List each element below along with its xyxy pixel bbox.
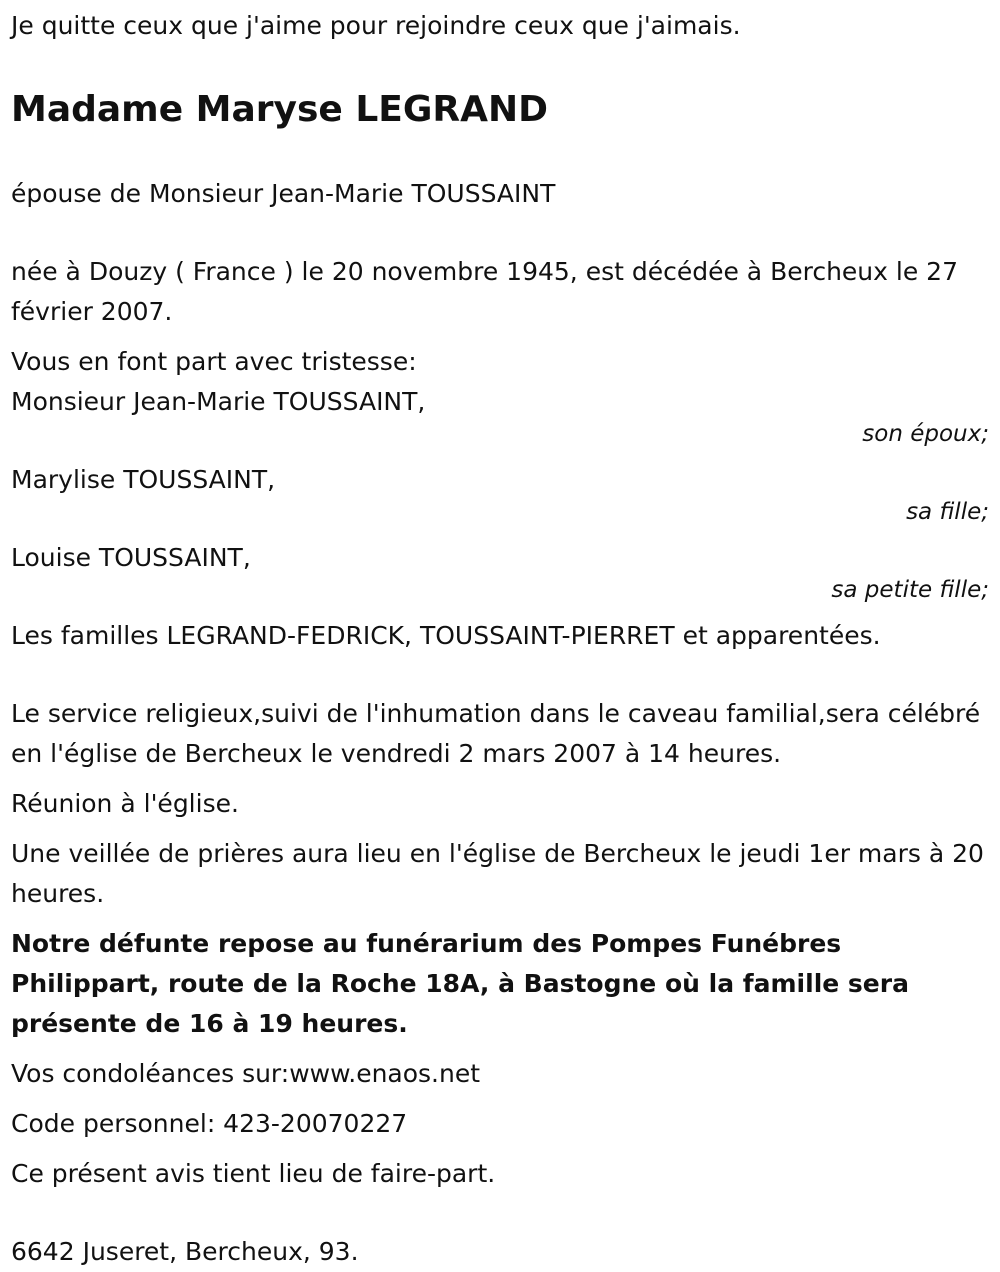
service-text: Le service religieux,suivi de l'inhumation dans le caveau familial,sera célébré en l'église de Bercheux le vendredi 2 mars 2007 à 14 heures. xyxy=(11,699,981,768)
meeting-text: Réunion à l'église. xyxy=(11,789,239,818)
repose-text: Notre défunte repose au funérarium des Pompes Funébres Philippart, route de la Roche 18A, à Bastogne où la famille sera présente de 16 à 19 heures. xyxy=(11,929,909,1038)
deceased-name: Madame Maryse LEGRAND xyxy=(11,89,549,130)
announcement-intro: Vous en font part avec tristesse: xyxy=(11,347,417,376)
mourner-name: Louise TOUSSAINT, xyxy=(11,543,251,572)
mourner-name: Monsieur Jean-Marie TOUSSAINT, xyxy=(11,387,426,416)
obituary-notice xyxy=(11,6,989,1272)
mourners-list xyxy=(11,382,989,602)
notice-text: Ce présent avis tient lieu de faire-part. xyxy=(11,1159,496,1188)
quote-text: Je quitte ceux que j'aime pour rejoindre ceux que j'aimais. xyxy=(11,11,741,40)
birth-death-line: née à Douzy ( France ) le 20 novembre 1945, est décédée à Bercheux le 27 février 2007. xyxy=(11,257,958,326)
families-line: Les familles LEGRAND-FEDRICK, TOUSSAINT-PIERRET et apparentées. xyxy=(11,621,881,650)
address-text: 6642 Juseret, Bercheux, 93. xyxy=(11,1237,359,1266)
mourner-relation: sa fille; xyxy=(906,499,989,525)
condolences-text: Vos condoléances sur:www.enaos.net xyxy=(11,1059,481,1088)
spouse-line: épouse de Monsieur Jean-Marie TOUSSAINT xyxy=(11,179,556,208)
mourner-name: Marylise TOUSSAINT, xyxy=(11,465,276,494)
mourner-relation: son époux; xyxy=(862,421,989,447)
vigil-text: Une veillée de prières aura lieu en l'église de Bercheux le jeudi 1er mars à 20 heures. xyxy=(11,839,984,908)
mourner-relation: sa petite fille; xyxy=(831,577,989,603)
personal-code-text: Code personnel: 423-20070227 xyxy=(11,1109,408,1138)
